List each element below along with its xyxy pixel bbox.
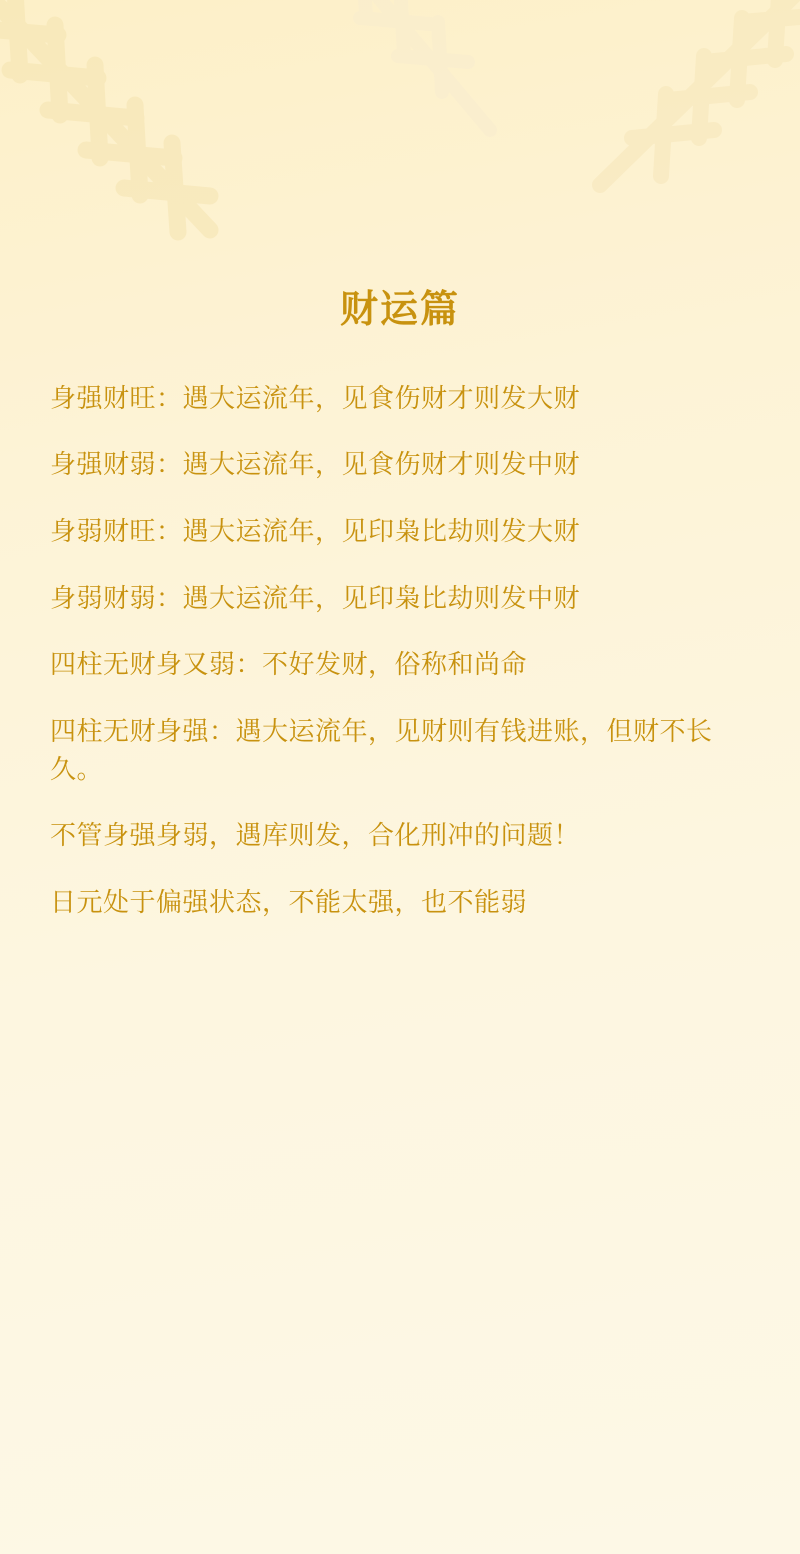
body-line: 日元处于偏强状态，不能太强，也不能弱	[50, 887, 528, 918]
body-line: 身弱财旺：遇大运流年，见印枭比劫则发大财	[50, 515, 581, 546]
body-line: 身强财旺：遇大运流年，见食伤财才则发大财	[50, 382, 581, 413]
body-line: 四柱无财身强：遇大运流年，见财则有钱进账，但财不长久。	[50, 716, 713, 784]
body-line: 不管身强身弱，遇库则发，合化刑冲的问题！	[50, 820, 581, 851]
body-line: 四柱无财身又弱：不好发财，俗称和尚命	[50, 649, 528, 680]
document-body	[0, 334, 800, 922]
body-line: 身弱财弱：遇大运流年，见印枭比劫则发中财	[50, 582, 581, 613]
body-line: 身强财弱：遇大运流年，见食伤财才则发中财	[50, 449, 581, 480]
page-title: 财运篇	[339, 289, 460, 331]
